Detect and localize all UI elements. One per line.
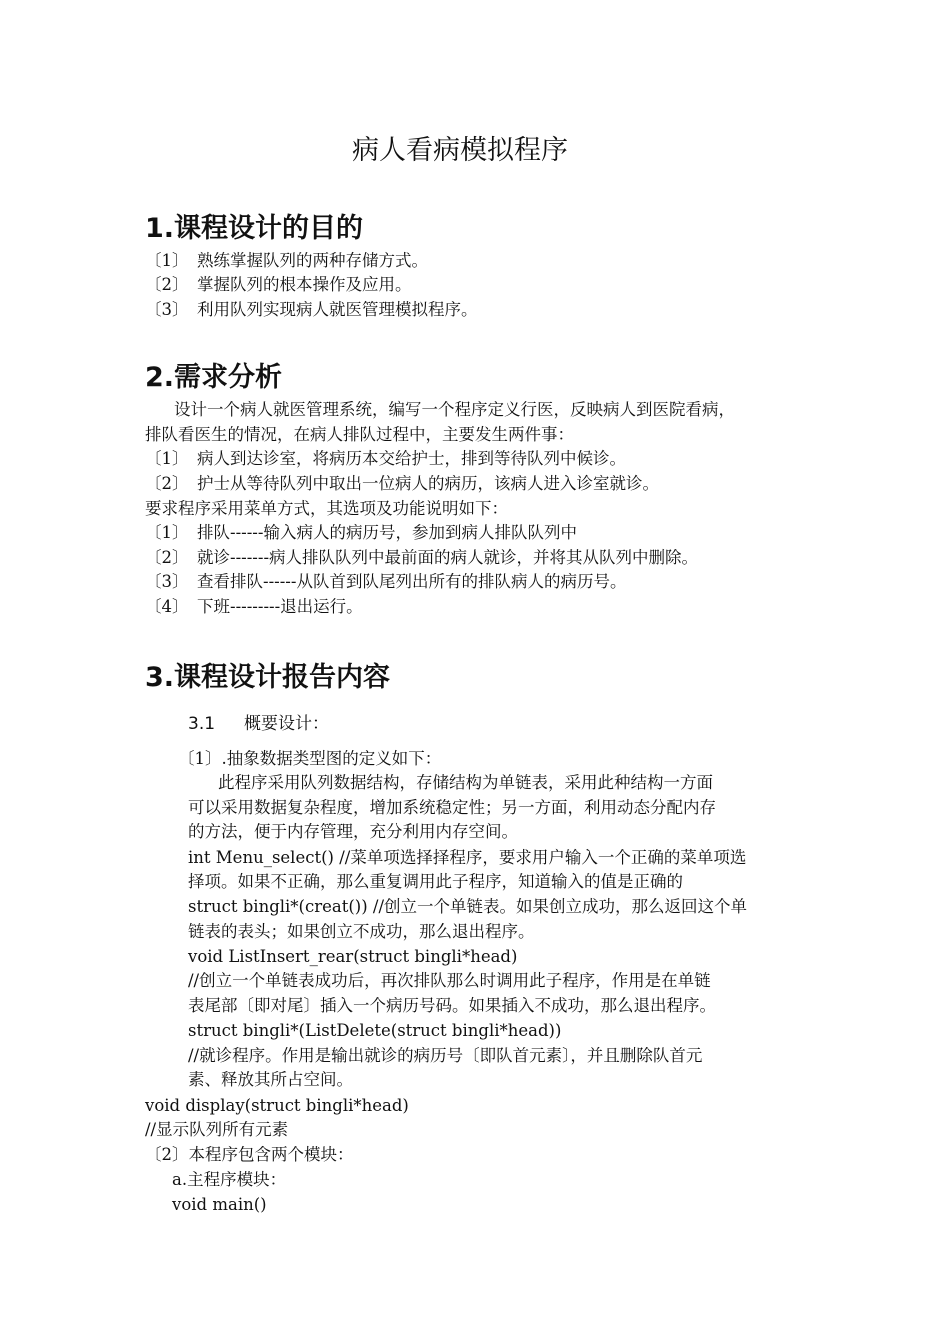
list-text: 利用队列实现病人就医管理模拟程序。 [197, 300, 478, 319]
subsection-number: 3.1 [188, 714, 216, 734]
document-title: 病人看病模拟程序 [352, 135, 568, 166]
list-item [145, 521, 577, 545]
list-text: 护士从等待队列中取出一位病人的病历，该病人进入诊室就诊。 [197, 474, 659, 493]
paragraph-line: 表尾部〔即对尾〕插入一个病历号码。如果插入不成功，那么退出程序。 [188, 996, 716, 1015]
list-marker: 〔2〕 [145, 275, 189, 294]
paragraph-line: 设计一个病人就医管理系统，编写一个程序定义行医，反映病人到医院看病， [174, 400, 735, 419]
paragraph-line: 素、释放其所占空间。 [188, 1070, 353, 1089]
list-text: 熟练掌握队列的两种存储方式。 [197, 251, 428, 270]
list-marker: 〔1〕 [145, 523, 189, 542]
list-item [145, 472, 659, 496]
list-item [145, 546, 698, 570]
paragraph-line: 可以采用数据复杂程度，增加系统稳定性；另一方面，利用动态分配内存 [188, 798, 716, 817]
code-line: struct bingli*(ListDelete(struct bingli*head)) [188, 1021, 562, 1040]
list-marker: 〔2〕 [145, 474, 189, 493]
code-line: void main() [172, 1195, 267, 1214]
list-marker: 〔1〕 [145, 251, 189, 270]
list-marker: 〔3〕 [145, 300, 189, 319]
list-marker: 〔1〕 [145, 449, 189, 468]
list-item [145, 249, 428, 273]
list-marker: 〔4〕 [145, 597, 189, 616]
paragraph-line: 的方法，便于内存管理，充分利用内存空间。 [188, 822, 518, 841]
section-2-heading: 2.需求分析 [145, 362, 283, 393]
code-line: void display(struct bingli*head) [145, 1096, 409, 1115]
list-text: 查看排队------从队首到队尾列出所有的排队病人的病历号。 [197, 572, 627, 591]
code-line: void ListInsert_rear(struct bingli*head) [188, 947, 518, 966]
list-text: 就诊-------病人排队队列中最前面的病人就诊，并将其从队列中删除。 [197, 548, 699, 567]
code-line: struct bingli*(creat()) //创立一个单链表。如果创立成功，那么返回这个单 [188, 897, 748, 916]
paragraph-line: 要求程序采用菜单方式，其选项及功能说明如下： [145, 499, 508, 518]
paragraph-line: 排队看医生的情况，在病人排队过程中，主要发生两件事： [145, 425, 574, 444]
paragraph-line: 择项。如果不正确，那么重复调用此子程序，知道输入的值是正确的 [188, 872, 683, 891]
list-item [145, 273, 412, 297]
list-item [145, 570, 626, 594]
section-3-heading: 3.课程设计报告内容 [145, 662, 391, 693]
paragraph-line: 〔1〕.抽象数据类型图的定义如下： [178, 749, 442, 768]
paragraph-line: a.主程序模块： [172, 1170, 287, 1189]
subsection-title: 概要设计： [244, 714, 329, 734]
list-text: 排队------输入病人的病历号，参加到病人排队队列中 [197, 523, 577, 542]
code-line: //显示队列所有元素 [145, 1120, 289, 1139]
code-line: int Menu_select() //菜单项选择择程序，要求用户输入一个正确的菜单项选 [188, 848, 747, 867]
code-line: //就诊程序。作用是输出就诊的病历号〔即队首元素〕，并且删除队首元 [188, 1046, 703, 1065]
subsection-heading [188, 709, 329, 734]
paragraph-line: 链表的表头；如果创立不成功，那么退出程序。 [188, 922, 535, 941]
paragraph-line: 此程序采用队列数据结构，存储结构为单链表，采用此种结构一方面 [218, 773, 713, 792]
section-1-heading: 1.课程设计的目的 [145, 213, 364, 244]
list-item [145, 595, 363, 619]
list-marker: 〔3〕 [145, 572, 189, 591]
list-text: 下班---------退出运行。 [197, 597, 363, 616]
list-text: 病人到达诊室，将病历本交给护士，排到等待队列中候诊。 [197, 449, 626, 468]
list-item [145, 298, 478, 322]
list-marker: 〔2〕 [145, 548, 189, 567]
code-line: //创立一个单链表成功后，再次排队那么时调用此子程序，作用是在单链 [188, 971, 711, 990]
paragraph-line: 〔2〕本程序包含两个模块： [145, 1145, 354, 1164]
list-text: 掌握队列的根本操作及应用。 [197, 275, 412, 294]
list-item [145, 447, 626, 471]
